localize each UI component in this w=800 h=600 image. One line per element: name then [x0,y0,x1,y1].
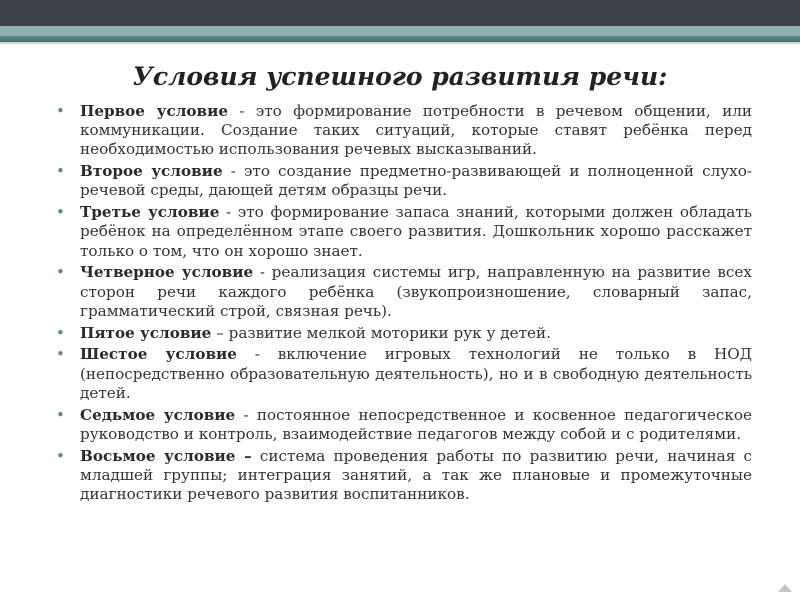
slide-header-divider [0,42,800,44]
bullet-icon: • [56,323,65,342]
condition-term: Пятое условие [80,323,212,342]
condition-text: - это формирование потребности в речевом общении, или коммуникации. Создание таких ситуаций, которые ставят ребёнка перед необходимостью использования речевых высказываний. [80,102,753,159]
condition-item [56,162,752,200]
condition-term: Второе условие [80,162,223,181]
slide-header-stripe [0,26,800,36]
bullet-icon: • [56,263,65,282]
condition-term: Третье условие [80,203,220,222]
slide-title: Условия успешного развития речи: [132,62,668,91]
condition-item [56,324,752,343]
triangle-up-icon [778,584,792,592]
bullet-icon: • [56,203,65,222]
condition-term: Шестое условие [80,345,237,364]
condition-item [56,345,752,403]
bullet-icon: • [56,345,65,364]
condition-text: - это формирование запаса знаний, которыми должен обладать ребёнок на определённом этапе своего развития. Дошкольник хорошо расскажет только о том, что он хорошо знает. [80,203,752,260]
condition-term: Первое условие [80,102,229,120]
condition-item [56,447,752,505]
condition-item [56,102,752,160]
condition-text: – развитие мелкой моторики рук у детей. [211,323,551,342]
condition-term: Восьмое условие – [80,446,252,465]
bullet-icon: • [56,162,65,181]
conditions-list [56,102,752,507]
condition-term: Седьмое условие [80,405,236,424]
condition-term: Четверное условие [80,263,254,282]
bullet-icon: • [56,446,65,465]
condition-text: - постоянное непосредственное и косвенное педагогическое руководство и контроль, взаимодействие педагогов между собой и с родителями. [80,405,752,443]
condition-item [56,406,752,444]
condition-text: система проведения работы по развитию речи, начиная с младшей группы; интеграция занятий, а так же плановые и промежуточные диагностики речевого развития воспитанников. [80,446,753,504]
bullet-icon: • [56,102,65,120]
condition-text: - включение игровых технологий не только в НОД (непосредственно образовательную деятельность), но и в свободную деятельность детей. [80,345,753,402]
bullet-icon: • [56,405,65,424]
condition-item [56,203,752,261]
slide-header-bar [0,0,800,26]
condition-text: - реализация системы игр, направленную на развитие всех сторон речи каждого ребёнка (звукопроизношение, словарный запас, грамматический строй, связная речь). [80,263,752,320]
condition-item [56,263,752,321]
condition-text: - это создание предметно-развивающей и полноценной слухо-речевой среды, дающей детям образцы речи. [80,162,752,200]
